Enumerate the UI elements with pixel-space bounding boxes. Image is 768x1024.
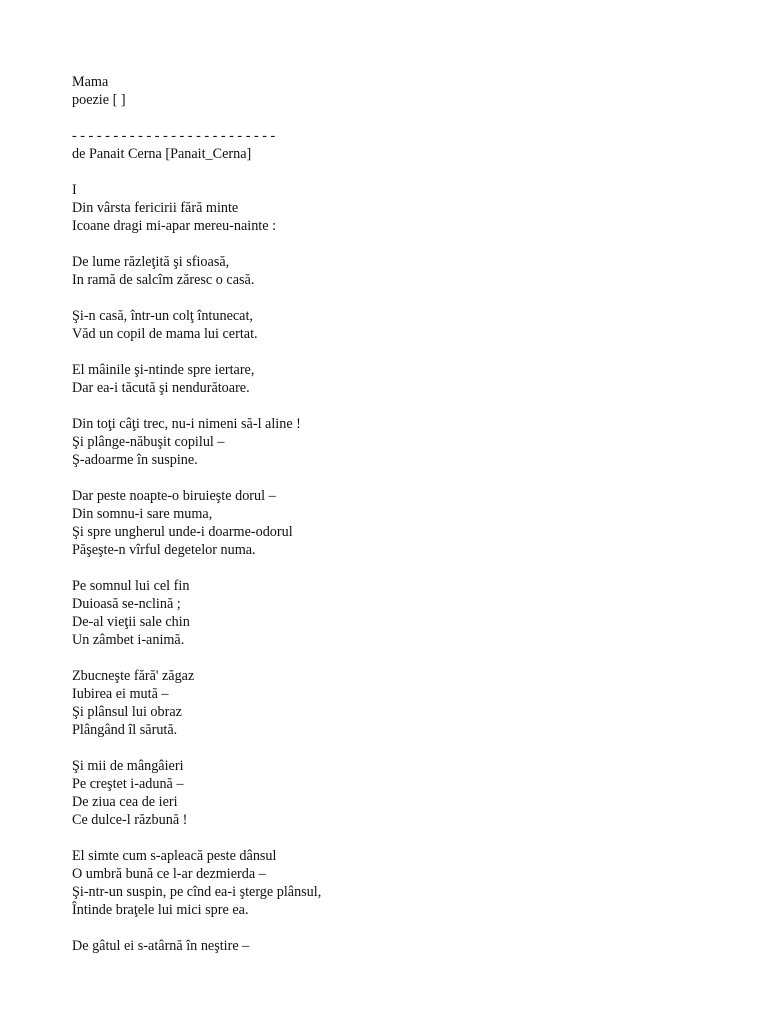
stanza	[72, 487, 712, 559]
poem-line: De lume răzleţită şi sfioasă,	[72, 254, 230, 270]
poem-line: Păşeşte-n vîrful degetelor numa.	[72, 542, 256, 558]
stanza	[72, 361, 712, 397]
poem-line: Dar ea-i tăcută şi nendurătoare.	[72, 380, 250, 396]
poem-line: Întinde braţele lui mici spre ea.	[72, 902, 249, 918]
stanza-spacer	[72, 919, 712, 937]
poem-line: Din toţi câţi trec, nu-i nimeni să-l aline !	[72, 416, 301, 432]
poem-line: Zbucneşte fără' zăgaz	[72, 668, 195, 684]
poem-line: I	[72, 182, 77, 198]
poem-line: In ramă de salcîm zăresc o casă.	[72, 272, 255, 288]
stanza-spacer	[72, 829, 712, 847]
poem-line: Şi plânge-năbuşit copilul –	[72, 434, 225, 450]
author-line: de Panait Cerna [Panait_Cerna]	[72, 146, 252, 162]
poem-line: Şi spre ungherul unde-i doarme-odorul	[72, 524, 293, 540]
stanza-spacer	[72, 397, 712, 415]
poem-line: Pe somnul lui cel fin	[72, 578, 190, 594]
stanza-spacer	[72, 289, 712, 307]
poem-line: Pe creştet i-adună –	[72, 776, 184, 792]
separator-line: - - - - - - - - - - - - - - - - - - - - - - - - -	[72, 128, 276, 144]
stanza	[72, 415, 712, 469]
poem-line: Duioasă se-nclină ;	[72, 596, 181, 612]
poem-line: De gâtul ei s-atârnă în neştire –	[72, 938, 250, 954]
poem-subtitle: poezie [ ]	[72, 92, 126, 108]
stanza-spacer	[72, 559, 712, 577]
spacer	[72, 163, 712, 181]
poem-line: O umbră bună ce l-ar dezmierda –	[72, 866, 266, 882]
poem-line: El mâinile şi-ntinde spre iertare,	[72, 362, 255, 378]
stanza-spacer	[72, 343, 712, 361]
stanza	[72, 577, 712, 649]
document-page	[72, 73, 712, 955]
poem-line: Ce dulce-l răzbună !	[72, 812, 188, 828]
poem-line: Un zâmbet i-animă.	[72, 632, 185, 648]
poem-body	[72, 181, 712, 955]
poem-line: De ziua cea de ieri	[72, 794, 178, 810]
poem-line: Şi-n casă, într-un colţ întunecat,	[72, 308, 253, 324]
document-header	[72, 73, 712, 181]
poem-line: Plângând îl sărută.	[72, 722, 178, 738]
poem-line: Dar peste noapte-o biruieşte dorul –	[72, 488, 276, 504]
poem-line: Din somnu-i sare muma,	[72, 506, 213, 522]
stanza	[72, 181, 712, 235]
stanza	[72, 757, 712, 829]
poem-line: Icoane dragi mi-apar mereu-nainte :	[72, 218, 277, 234]
stanza-spacer	[72, 469, 712, 487]
poem-line: Văd un copil de mama lui certat.	[72, 326, 258, 342]
poem-title: Mama	[72, 74, 109, 90]
poem-line: De-al vieţii sale chin	[72, 614, 190, 630]
stanza-spacer	[72, 739, 712, 757]
poem-line: Ş-adoarme în suspine.	[72, 452, 198, 468]
stanza	[72, 667, 712, 739]
poem-line: Din vârsta fericirii fără minte	[72, 200, 239, 216]
poem-line: Şi mii de mângâieri	[72, 758, 184, 774]
stanza	[72, 937, 712, 955]
stanza	[72, 847, 712, 919]
poem-line: Iubirea ei mută –	[72, 686, 169, 702]
poem-line: Şi plânsul lui obraz	[72, 704, 182, 720]
poem-line: Şi-ntr-un suspin, pe cînd ea-i şterge plânsul,	[72, 884, 322, 900]
stanza	[72, 307, 712, 343]
stanza-spacer	[72, 235, 712, 253]
spacer	[72, 109, 712, 127]
stanza-spacer	[72, 649, 712, 667]
poem-line: El simte cum s-apleacă peste dânsul	[72, 848, 277, 864]
stanza	[72, 253, 712, 289]
